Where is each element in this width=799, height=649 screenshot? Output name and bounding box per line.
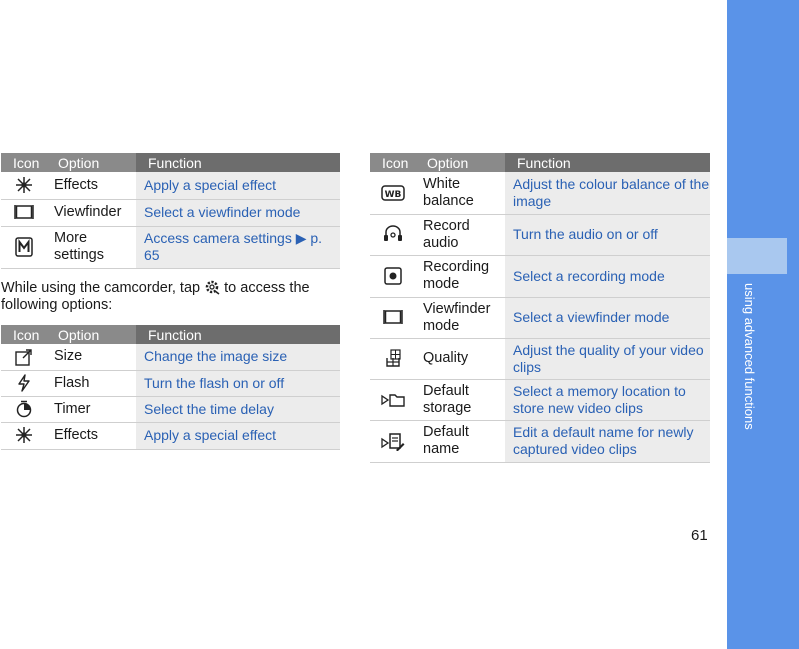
option-label: Effects <box>46 172 136 199</box>
options-table-bottom <box>1 325 340 450</box>
option-label: Flash <box>46 370 136 396</box>
option-label-line: Viewfinder <box>423 300 491 317</box>
more-settings-icon <box>15 237 33 257</box>
viewfinder-icon <box>14 204 34 220</box>
option-label: Size <box>46 344 136 370</box>
table-row <box>370 420 710 462</box>
option-label: Viewfinder <box>46 199 136 226</box>
header-icon: Icon <box>1 325 46 344</box>
table-row <box>1 199 340 226</box>
function-text: Apply a special effect <box>136 422 340 449</box>
option-label-line: audio <box>423 234 459 251</box>
function-text-line: captured video clips <box>513 441 637 457</box>
function-text-line: Turn the audio on or off <box>505 214 710 255</box>
chapter-sidebar <box>727 0 799 649</box>
default-name-icon <box>381 431 405 451</box>
chapter-tab-marker <box>727 238 787 274</box>
option-label-line: balance <box>423 192 474 209</box>
options-table-top <box>1 153 340 269</box>
header-function: Function <box>136 153 340 172</box>
function-text-line: clips <box>513 358 542 375</box>
table-row <box>370 338 710 379</box>
option-label-line: White <box>423 175 461 192</box>
table-header <box>1 153 340 172</box>
effects-icon <box>15 426 33 444</box>
recording-mode-icon <box>384 267 402 285</box>
option-label-line: Quality <box>415 338 505 379</box>
intro-text-before: While using the camcorder, tap <box>1 280 201 296</box>
function-text-line: Adjust the quality of your video <box>513 341 704 358</box>
record-audio-icon <box>382 225 404 243</box>
table-row <box>1 344 340 370</box>
option-label-line: Recording <box>423 259 490 275</box>
function-text-line: store new video clips <box>513 399 643 416</box>
header-icon: Icon <box>370 153 415 172</box>
function-text: Access camera settings ▶ p. 65 <box>136 226 340 268</box>
option-label-line: settings <box>54 247 104 263</box>
function-text-line: Adjust the colour balance of the <box>513 175 710 192</box>
function-text-line: Select a memory location to <box>513 382 686 399</box>
timer-icon <box>15 400 33 418</box>
table-row <box>1 370 340 396</box>
table-row <box>1 396 340 422</box>
table-row <box>370 214 710 255</box>
page-number: 61 <box>691 527 708 544</box>
options-table-right <box>370 153 710 463</box>
header-option: Option <box>415 153 505 172</box>
option-label: Effects <box>46 422 136 449</box>
svg-text:WB: WB <box>384 189 401 200</box>
option-label-line: Default <box>423 424 469 440</box>
header-function: Function <box>136 325 340 344</box>
table-row <box>370 255 710 297</box>
viewfinder-icon <box>383 309 403 325</box>
function-text-line: Select a recording mode <box>505 255 710 297</box>
size-icon <box>15 348 33 366</box>
function-text-line: Select a viewfinder mode <box>505 297 710 338</box>
table-row <box>1 422 340 449</box>
effects-icon <box>15 176 33 194</box>
function-text: Turn the flash on or off <box>136 370 340 396</box>
option-label-line: name <box>423 441 460 457</box>
function-text: Select the time delay <box>136 396 340 422</box>
function-text: Apply a special effect <box>136 172 340 199</box>
table-header <box>370 153 710 172</box>
option-label-line: Default <box>423 382 469 399</box>
intro-text-after: to access the following options: <box>1 280 310 313</box>
option-label-line: storage <box>423 399 472 416</box>
header-function: Function <box>505 153 710 172</box>
table-row <box>370 172 710 214</box>
option-label-line: More <box>54 230 88 246</box>
quality-icon <box>384 349 402 367</box>
table-row <box>370 297 710 338</box>
table-row <box>1 172 340 199</box>
header-icon: Icon <box>1 153 46 172</box>
function-text-line: Edit a default name for newly <box>513 424 694 440</box>
intro-paragraph <box>1 279 331 314</box>
table-row <box>1 226 340 268</box>
option-label: Timer <box>46 396 136 422</box>
settings-icon <box>204 279 220 295</box>
option-label-line: mode <box>423 317 460 334</box>
option-label-line: mode <box>423 276 460 292</box>
chapter-title: using advanced functions <box>742 283 757 430</box>
header-option: Option <box>46 153 136 172</box>
table-header <box>1 325 340 344</box>
function-text: Change the image size <box>136 344 340 370</box>
default-storage-icon <box>381 390 405 408</box>
flash-icon <box>16 374 32 392</box>
table-row <box>370 379 710 420</box>
option-label-line: Record <box>423 217 470 234</box>
function-text-line: image <box>513 192 552 209</box>
white-balance-icon <box>381 184 405 202</box>
header-option: Option <box>46 325 136 344</box>
function-text: Select a viewfinder mode <box>136 199 340 226</box>
